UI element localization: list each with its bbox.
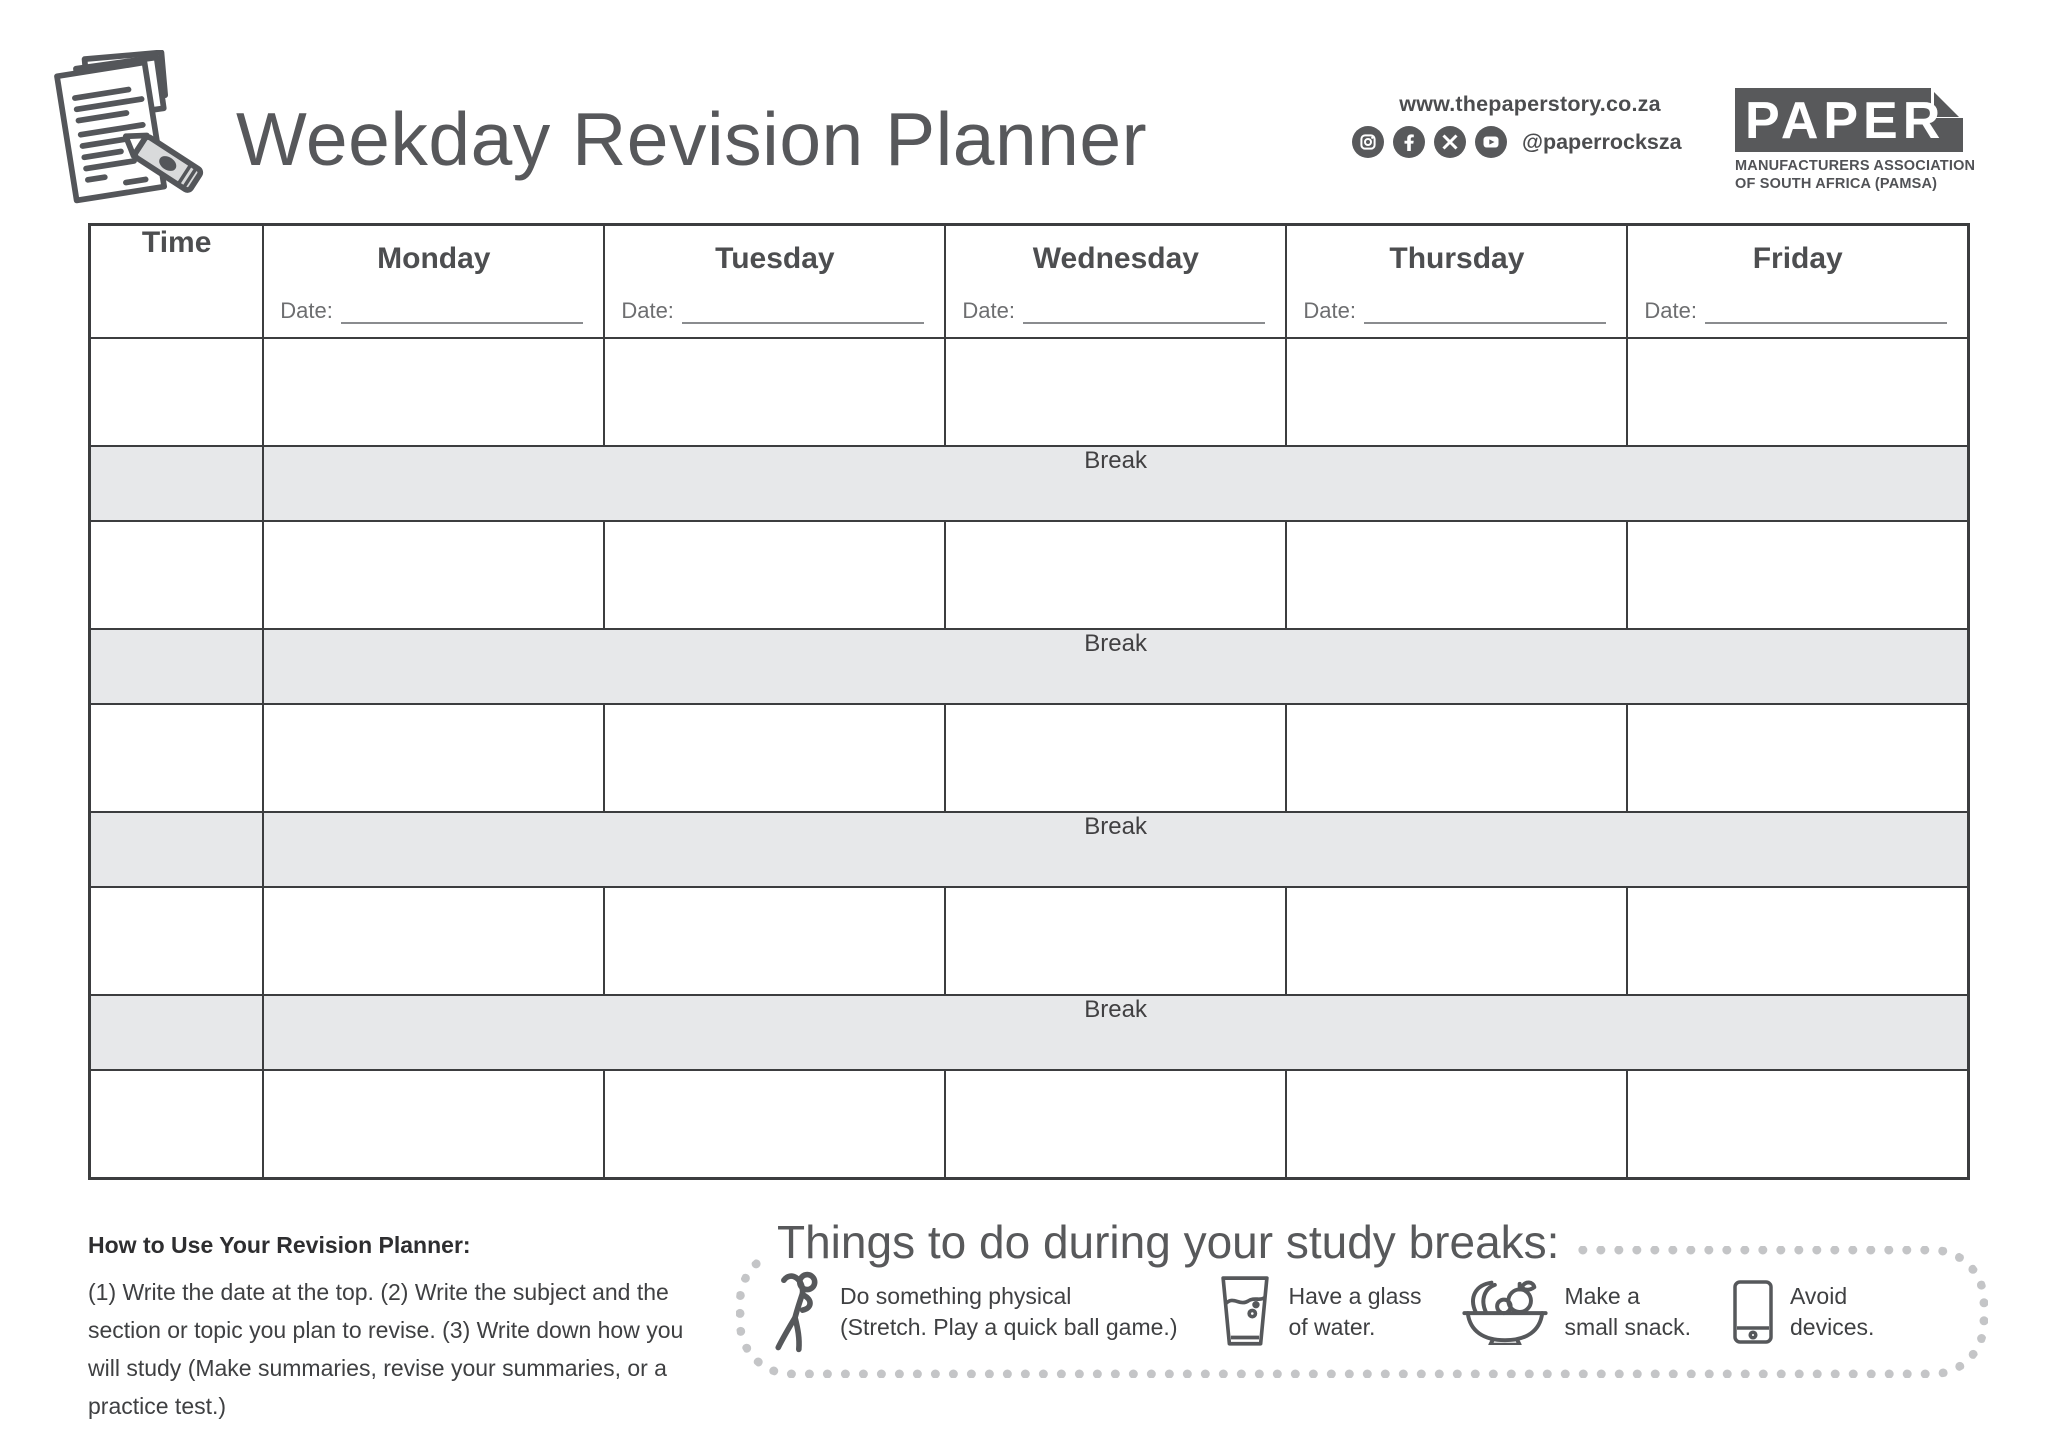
day-header-friday	[1627, 225, 1968, 339]
time-cell[interactable]	[90, 704, 264, 812]
break-label: Break	[263, 995, 1968, 1070]
break-idea-snack	[1461, 1279, 1691, 1345]
study-cell-monday[interactable]	[263, 887, 604, 995]
stretching-person-icon	[767, 1269, 825, 1355]
date-label: Date:	[962, 298, 1015, 323]
break-idea-text-line2: of water.	[1288, 1314, 1376, 1340]
study-cell-tuesday[interactable]	[604, 704, 945, 812]
revision-table-wrap	[88, 223, 1970, 1180]
day-header-monday	[263, 225, 604, 339]
break-idea-devices	[1731, 1279, 1874, 1345]
break-ideas-heading: Things to do during your study breaks:	[761, 1215, 1575, 1269]
facebook-icon	[1393, 126, 1425, 158]
pamsa-wordmark: PAPER	[1745, 92, 1946, 150]
break-idea-text-line2: small snack.	[1564, 1314, 1691, 1340]
study-cell-thursday[interactable]	[1286, 704, 1627, 812]
date-entry-line-monday[interactable]	[341, 296, 583, 324]
study-cell-tuesday[interactable]	[604, 887, 945, 995]
time-cell[interactable]	[90, 1070, 264, 1179]
break-idea-text-line1: Do something physical	[840, 1283, 1072, 1309]
study-row-5	[90, 1070, 1969, 1179]
study-cell-friday[interactable]	[1627, 1070, 1968, 1179]
day-name-monday: Monday	[377, 242, 491, 275]
day-header-wednesday	[945, 225, 1286, 339]
time-column-header: Time	[90, 225, 264, 339]
website-url: www.thepaperstory.co.za	[1399, 92, 1661, 116]
day-name-tuesday: Tuesday	[715, 242, 835, 275]
break-idea-text-line2: (Stretch. Play a quick ball game.)	[840, 1314, 1178, 1340]
break-label: Break	[263, 812, 1968, 887]
break-idea-physical	[767, 1269, 1177, 1355]
study-cell-thursday[interactable]	[1286, 1070, 1627, 1179]
day-name-thursday: Thursday	[1389, 242, 1525, 275]
date-entry-line-friday[interactable]	[1705, 296, 1947, 324]
break-label: Break	[263, 446, 1968, 521]
break-row-3	[90, 812, 1969, 887]
study-cell-monday[interactable]	[263, 704, 604, 812]
study-cell-thursday[interactable]	[1286, 887, 1627, 995]
smartphone-icon	[1731, 1279, 1775, 1345]
pamsa-caption-line2: OF SOUTH AFRICA (PAMSA)	[1735, 175, 1938, 192]
break-idea-water	[1217, 1275, 1421, 1350]
study-row-3	[90, 704, 1969, 812]
date-entry-line-wednesday[interactable]	[1023, 296, 1265, 324]
break-time-cell	[90, 446, 264, 521]
time-cell[interactable]	[90, 338, 264, 446]
study-cell-monday[interactable]	[263, 1070, 604, 1179]
time-cell[interactable]	[90, 887, 264, 995]
study-cell-tuesday[interactable]	[604, 1070, 945, 1179]
study-cell-tuesday[interactable]	[604, 338, 945, 446]
social-block	[1352, 92, 1708, 158]
study-cell-thursday[interactable]	[1286, 338, 1627, 446]
study-row-4	[90, 887, 1969, 995]
time-cell[interactable]	[90, 521, 264, 629]
study-cell-friday[interactable]	[1627, 521, 1968, 629]
youtube-icon	[1475, 126, 1507, 158]
break-idea-text-line1: Make a	[1564, 1283, 1640, 1309]
study-cell-friday[interactable]	[1627, 338, 1968, 446]
break-idea-text-line1: Avoid	[1790, 1283, 1848, 1309]
study-cell-tuesday[interactable]	[604, 521, 945, 629]
study-cell-monday[interactable]	[263, 338, 604, 446]
study-cell-wednesday[interactable]	[945, 1070, 1286, 1179]
date-label: Date:	[621, 298, 674, 323]
break-idea-text-line2: devices.	[1790, 1314, 1875, 1340]
instagram-icon	[1352, 126, 1384, 158]
date-label: Date:	[280, 298, 333, 323]
pamsa-caption-line1: MANUFACTURERS ASSOCIATION	[1735, 158, 1976, 174]
study-cell-wednesday[interactable]	[945, 887, 1286, 995]
pamsa-logo	[1735, 88, 1976, 193]
break-row-2	[90, 629, 1969, 704]
break-time-cell	[90, 995, 264, 1070]
study-cell-wednesday[interactable]	[945, 704, 1286, 812]
paper-crayon-icon	[46, 50, 218, 210]
break-row-1	[90, 446, 1969, 521]
x-twitter-icon	[1434, 126, 1466, 158]
break-row-4	[90, 995, 1969, 1070]
break-idea-text-line1: Have a glass	[1288, 1283, 1422, 1309]
date-label: Date:	[1303, 298, 1356, 323]
day-name-friday: Friday	[1752, 242, 1843, 275]
study-cell-wednesday[interactable]	[945, 521, 1286, 629]
study-cell-monday[interactable]	[263, 521, 604, 629]
glass-of-water-icon	[1217, 1275, 1273, 1350]
date-label: Date:	[1644, 298, 1698, 323]
break-ideas-box	[736, 1216, 1988, 1378]
page-title: Weekday Revision Planner	[236, 97, 1148, 181]
study-cell-friday[interactable]	[1627, 704, 1968, 812]
study-row-2	[90, 521, 1969, 629]
day-header-thursday	[1286, 225, 1627, 339]
instructions-block	[88, 1232, 716, 1425]
break-time-cell	[90, 629, 264, 704]
social-handle: @paperrocksza	[1522, 129, 1682, 154]
day-header-tuesday	[604, 225, 945, 339]
instructions-heading: How to Use Your Revision Planner:	[88, 1232, 471, 1258]
instructions-body: (1) Write the date at the top. (2) Write the subject and the section or topic you plan to revise. (3) Write down how you will study (Make summaries, revise your summaries, or a practice test.)	[88, 1279, 684, 1419]
date-entry-line-thursday[interactable]	[1364, 296, 1606, 324]
study-row-1	[90, 338, 1969, 446]
fruit-bowl-icon	[1461, 1279, 1549, 1345]
day-name-wednesday: Wednesday	[1032, 242, 1199, 275]
pamsa-wordmark-box	[1735, 88, 1963, 152]
revision-table	[88, 223, 1970, 1180]
break-label: Break	[263, 629, 1968, 704]
break-time-cell	[90, 812, 264, 887]
date-entry-line-tuesday[interactable]	[682, 296, 924, 324]
study-cell-wednesday[interactable]	[945, 338, 1286, 446]
study-cell-friday[interactable]	[1627, 887, 1968, 995]
study-cell-thursday[interactable]	[1286, 521, 1627, 629]
table-header-row	[90, 225, 1969, 339]
